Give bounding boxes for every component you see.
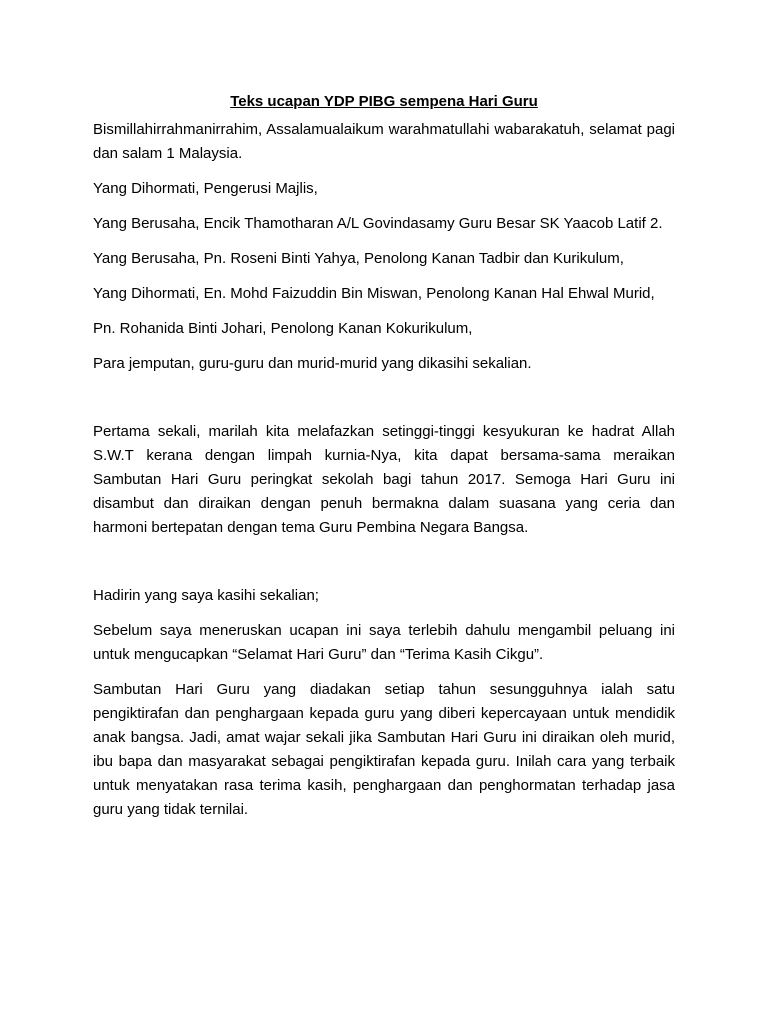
salutation-headmaster: Yang Berusaha, Encik Thamotharan A/L Govindasamy Guru Besar SK Yaacob Latif 2. [93,215,663,232]
salutation-guests: Para jemputan, guru-guru dan murid-murid yang dikasihi sekalian. [93,355,532,372]
document-body [93,90,675,833]
paragraph-teachers-day-significance: Sambutan Hari Guru yang diadakan setiap tahun sesungguhnya ialah satu pengiktirafan dan penghargaan kepada guru yang diberi kepercayaan untuk mendidik anak bangsa. Jadi, amat wajar sekali jika Sambutan Hari Guru ini diraikan oleh murid, ibu bapa dan masyarakat sebagai pengiktirafan kepada guru. Inilah cara yang terbaik untuk menyatakan rasa terima kasih, penghargaan dan penghormatan terhadap jasa guru yang tidak ternilai. [93,681,675,818]
paragraph-greetings: Sebelum saya meneruskan ucapan ini saya terlebih dahulu mengambil peluang ini untuk mengucapkan “Selamat Hari Guru” dan “Terima Kasih Cikgu”. [93,622,675,663]
salutation-senior-assistant-student-affairs: Yang Dihormati, En. Mohd Faizuddin Bin Miswan, Penolong Kanan Hal Ehwal Murid, [93,285,655,302]
salutation-senior-assistant-cocurriculum: Pn. Rohanida Binti Johari, Penolong Kanan Kokurikulum, [93,320,473,337]
paragraph-gratitude: Pertama sekali, marilah kita melafazkan setinggi-tinggi kesyukuran ke hadrat Allah S.W.T kerana dengan limpah kurnia-Nya, kita dapat bersama-sama meraikan Sambutan Hari Guru peringkat sekolah bagi tahun 2017. Semoga Hari Guru ini disambut dan diraikan dengan penuh bermakna dalam suasana yang ceria dan harmoni bertepatan dengan tema Guru Pembina Negara Bangsa. [93,423,675,536]
salutation-senior-assistant-admin: Yang Berusaha, Pn. Roseni Binti Yahya, Penolong Kanan Tadbir dan Kurikulum, [93,250,624,267]
salutation-chairman: Yang Dihormati, Pengerusi Majlis, [93,180,318,197]
paragraph-address-audience: Hadirin yang saya kasihi sekalian; [93,587,319,604]
document-title: Teks ucapan YDP PIBG sempena Hari Guru [230,93,538,110]
opening-greeting: Bismillahirrahmanirrahim, Assalamualaikum warahmatullahi wabarakatuh, selamat pagi dan salam 1 Malaysia. [93,121,675,162]
